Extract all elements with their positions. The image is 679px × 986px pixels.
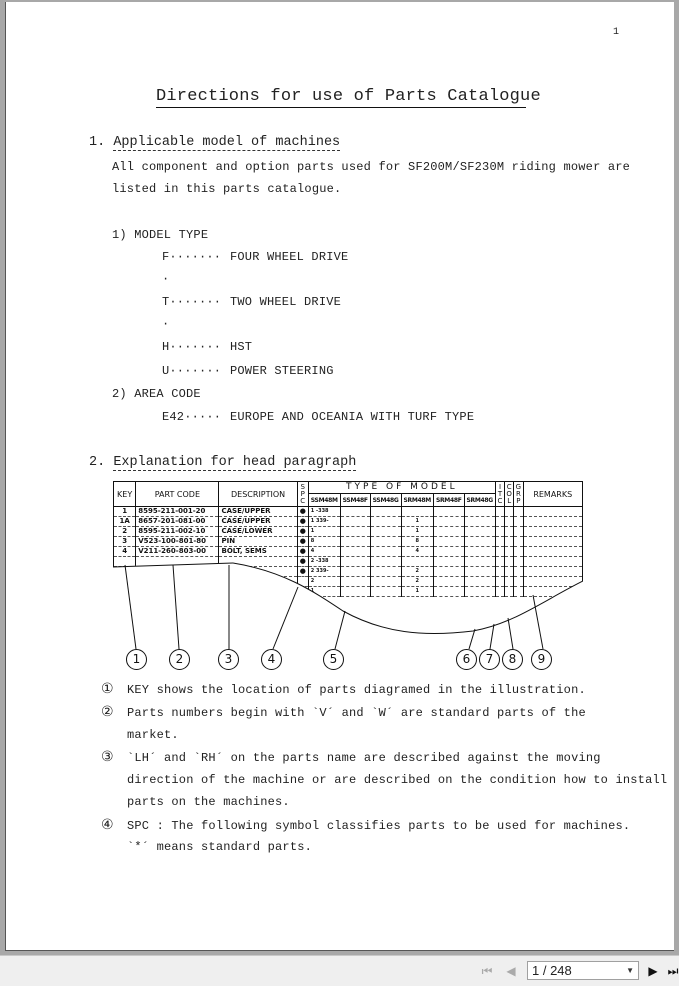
cell-spc: ●	[297, 547, 308, 557]
note-line: `*´ means standard parts.	[127, 840, 313, 854]
area-code-desc: EUROPE AND OCEANIA WITH TURF TYPE	[230, 410, 475, 424]
cell-key: 1	[114, 507, 136, 517]
cell-spc: ●	[297, 567, 308, 577]
cell-spc: ●	[297, 537, 308, 547]
viewer-toolbar	[0, 955, 679, 986]
model-type-label: 1) MODEL TYPE	[112, 228, 209, 242]
header-model: SRM48M	[401, 494, 433, 507]
cell-model-qty: 1	[401, 587, 433, 597]
header-model: SSM48G	[370, 494, 401, 507]
cutaway-wave	[113, 481, 583, 671]
callout-1: 1	[126, 649, 147, 670]
cell-key: 2	[114, 527, 136, 537]
callout-4: 4	[261, 649, 282, 670]
header-key: KEY	[114, 482, 136, 507]
callout-5: 5	[323, 649, 344, 670]
cell-description: CASE/LOWER	[219, 527, 297, 537]
callout-7: 7	[479, 649, 500, 670]
section-1-number: 1.	[89, 135, 106, 150]
section-1-para-line-1: All component and option parts used for SF200M/SF230M riding mower are	[112, 160, 631, 174]
cell-spc: ●	[297, 527, 308, 537]
note-marker: ①	[101, 681, 114, 697]
model-type-desc: TWO WHEEL DRIVE	[230, 295, 342, 309]
cell-model-qty: 8	[401, 537, 433, 547]
header-grp-text: GRP	[515, 482, 522, 505]
note-marker: ②	[101, 704, 114, 720]
cell-spc: ●	[297, 557, 308, 567]
cell-spc: ●	[297, 507, 308, 517]
section-2-title: Explanation for head paragraph	[113, 455, 357, 470]
previous-page-icon: ◀	[506, 964, 516, 978]
chevron-down-icon: ▼	[626, 966, 634, 975]
model-type-code: F·······	[162, 250, 222, 264]
note-marker: ③	[101, 749, 114, 765]
header-remarks: REMARKS	[523, 482, 583, 507]
page-title: Directions for use of Parts Catalogue	[156, 87, 541, 106]
document-page	[5, 2, 674, 951]
cell-model-qty: 1 -338	[308, 507, 340, 517]
cell-part-code: V211-260-803-00	[136, 547, 219, 557]
area-code-code: E42·····	[162, 410, 222, 424]
model-type-desc: HST	[230, 340, 253, 354]
model-type-code: H·······	[162, 340, 222, 354]
first-page-button[interactable]	[480, 964, 494, 978]
cell-model-qty: 1 339-	[308, 517, 340, 527]
header-model: SSM48M	[308, 494, 340, 507]
callout-8: 8	[502, 649, 523, 670]
model-type-code: ·	[162, 317, 170, 331]
cell-part-code: 8595-211-001-20	[136, 507, 219, 517]
header-model: SSM48F	[340, 494, 370, 507]
last-page-icon: ⏭	[667, 964, 679, 978]
cell-model-qty: 2	[308, 577, 340, 587]
cell-key: 3	[114, 537, 136, 547]
cell-spc: ●	[297, 517, 308, 527]
cell-model-qty: 2	[401, 567, 433, 577]
section-2-number: 2.	[89, 455, 106, 470]
note-line: Parts numbers begin with `V´ and `W´ are standard parts of the	[127, 706, 586, 720]
cell-model-qty: 2	[401, 577, 433, 587]
note-line: SPC : The following symbol classifies parts to be used for machines.	[127, 819, 631, 833]
header-spc-text: SPC	[300, 482, 306, 505]
section-1-heading	[89, 135, 340, 150]
callout-9: 9	[531, 649, 552, 670]
section-2-heading	[89, 455, 356, 470]
header-itc-text: ITC	[497, 482, 503, 505]
header-description: DESCRIPTION	[219, 482, 297, 507]
model-type-desc: POWER STEERING	[230, 364, 334, 378]
cell-description: BOLT, SEMS	[219, 547, 297, 557]
cell-model-qty: 4	[308, 547, 340, 557]
model-type-code: ·	[162, 272, 170, 286]
parts-table-illustration	[113, 481, 583, 671]
previous-page-button[interactable]	[504, 964, 518, 978]
cell-model-qty: 2 339-	[308, 567, 340, 577]
page-indicator: 1 / 248	[532, 963, 572, 978]
header-col-text: COL	[506, 482, 512, 505]
note-line: market.	[127, 728, 179, 742]
area-code-label: 2) AREA CODE	[112, 387, 201, 401]
note-line: KEY shows the location of parts diagramed in the illustration.	[127, 683, 586, 697]
cell-part-code: 8657-201-081-00	[136, 517, 219, 527]
cell-model-qty: 8	[308, 537, 340, 547]
cell-key: 1A	[114, 517, 136, 527]
cell-description: CASE/UPPER	[219, 507, 297, 517]
cell-description: CASE/UPPER	[219, 517, 297, 527]
callout-6: 6	[456, 649, 477, 670]
model-type-code: T·······	[162, 295, 222, 309]
cell-model-qty: 1	[308, 587, 340, 597]
cell-model-qty: 1	[308, 527, 340, 537]
page-selector[interactable]	[527, 961, 639, 980]
cell-part-code: V523-100-801-80	[136, 537, 219, 547]
header-part-code: PART CODE	[136, 482, 219, 507]
note-line: `LH´ and `RH´ on the parts name are described against the moving	[127, 751, 601, 765]
header-type-of-model: TYPE OF MODEL	[308, 482, 495, 494]
first-page-icon: ⏮	[481, 964, 493, 978]
callout-3: 3	[218, 649, 239, 670]
cell-key: 4	[114, 547, 136, 557]
header-model: SRM48G	[464, 494, 495, 507]
model-type-desc: FOUR WHEEL DRIVE	[230, 250, 349, 264]
note-marker: ④	[101, 817, 114, 833]
note-line: parts on the machines.	[127, 795, 290, 809]
cell-part-code: 8595-211-002-10	[136, 527, 219, 537]
cell-model-qty: 4	[401, 547, 433, 557]
cell-model-qty: 2 -338	[308, 557, 340, 567]
cell-model-qty: 1	[401, 527, 433, 537]
next-page-button[interactable]	[646, 964, 660, 978]
callout-2: 2	[169, 649, 190, 670]
section-1-title: Applicable model of machines	[113, 135, 341, 150]
cell-description: PIN	[219, 537, 297, 547]
next-page-icon: ▶	[648, 964, 658, 978]
section-1-para-line-2: listed in this parts catalogue.	[112, 182, 342, 196]
page-number: 1	[613, 27, 620, 38]
model-type-code: U·······	[162, 364, 222, 378]
header-model: SRM48F	[433, 494, 464, 507]
last-page-button[interactable]	[666, 964, 679, 978]
note-line: direction of the machine or are described on the condition how to install	[127, 773, 668, 787]
cell-model-qty: 1	[401, 517, 433, 527]
